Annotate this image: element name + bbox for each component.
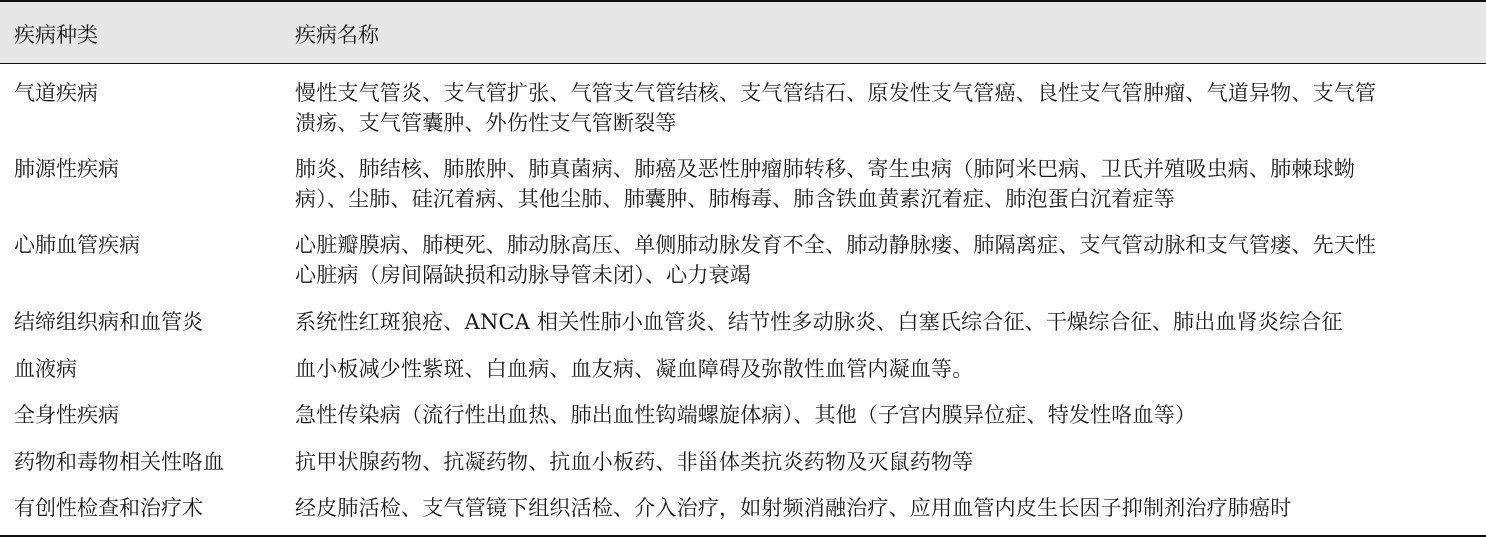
row-category: 肺源性疾病 bbox=[14, 157, 119, 181]
row-description bbox=[295, 493, 1481, 523]
row-description bbox=[295, 154, 1481, 214]
row-category: 有创性检查和治疗术 bbox=[14, 496, 203, 520]
row-category: 血液病 bbox=[14, 357, 77, 381]
row-description bbox=[295, 400, 1481, 430]
table-header bbox=[0, 0, 1486, 64]
row-description-line: 系统性红斑狼疮、ANCA 相关性肺小血管炎、结节性多动脉炎、白塞氏综合征、干燥综合征、肺出血肾炎综合征 bbox=[295, 310, 1343, 334]
row-category: 结缔组织病和血管炎 bbox=[14, 310, 203, 334]
row-category: 心肺血管疾病 bbox=[14, 233, 140, 257]
row-description-line: 经皮肺活检、支气管镜下组织活检、介入治疗，如射频消融治疗、应用血管内皮生长因子抑制剂治疗肺癌时 bbox=[295, 496, 1292, 520]
row-description-line: 心脏瓣膜病、肺梗死、肺动脉高压、单侧肺动脉发育不全、肺动静脉瘘、肺隔离症、支气管动脉和支气管瘘、先天性 bbox=[295, 233, 1377, 257]
table-body bbox=[0, 64, 1486, 537]
row-category: 全身性疾病 bbox=[14, 403, 119, 427]
row-description bbox=[295, 78, 1481, 138]
header-category: 疾病种类 bbox=[14, 23, 98, 47]
row-description-line: 心脏病（房间隔缺损和动脉导管未闭）、心力衰竭 bbox=[295, 263, 751, 287]
row-description-line: 血小板减少性紫斑、白血病、血友病、凝血障碍及弥散性血管内凝血等。 bbox=[295, 357, 974, 381]
row-description-line: 抗甲状腺药物、抗凝药物、抗血小板药、非甾体类抗炎药物及灭鼠药物等 bbox=[295, 450, 974, 474]
row-description-line: 慢性支气管炎、支气管扩张、气管支气管结核、支气管结石、原发性支气管癌、良性支气管肿瘤、气道异物、支气管 bbox=[295, 81, 1377, 105]
row-description-line: 病）、尘肺、硅沉着病、其他尘肺、肺囊肿、肺梅毒、肺含铁血黄素沉着症、肺泡蛋白沉着症等 bbox=[295, 187, 1175, 211]
row-category: 气道疾病 bbox=[14, 81, 98, 105]
row-description bbox=[295, 230, 1481, 290]
row-description bbox=[295, 354, 1481, 384]
row-description bbox=[295, 447, 1481, 477]
header-name: 疾病名称 bbox=[295, 23, 379, 47]
row-description-line: 溃疡、支气管囊肿、外伤性支气管断裂等 bbox=[295, 111, 677, 135]
row-description-line: 肺炎、肺结核、肺脓肿、肺真菌病、肺癌及恶性肿瘤肺转移、寄生虫病（肺阿米巴病、卫氏并殖吸虫病、肺棘球蚴 bbox=[295, 157, 1355, 181]
row-description-line: 急性传染病（流行性出血热、肺出血性钩端螺旋体病）、其他（子宫内膜异位症、特发性咯血等） bbox=[295, 403, 1197, 427]
row-category: 药物和毒物相关性咯血 bbox=[14, 450, 224, 474]
row-description bbox=[295, 307, 1481, 337]
